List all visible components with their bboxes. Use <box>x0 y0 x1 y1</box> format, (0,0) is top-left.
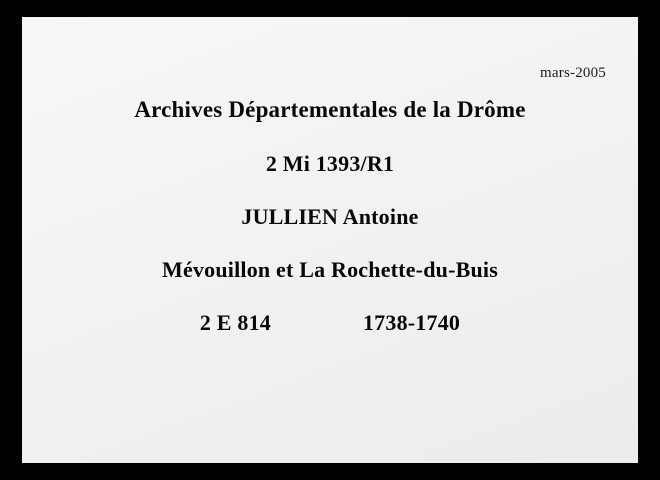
years-range: 1738-1740 <box>362 310 461 335</box>
archive-title: Archives Départementales de la Drôme <box>134 97 526 122</box>
card-surface <box>22 17 638 463</box>
archive-label-card <box>22 17 638 463</box>
cote-and-years-row <box>22 310 638 336</box>
date-stamp: mars-2005 <box>540 65 606 81</box>
cote-value: 2 E 814 <box>199 310 271 335</box>
microfilm-reference: 2 Mi 1393/R1 <box>265 151 395 176</box>
notary-name: JULLIEN Antoine <box>241 204 419 229</box>
label-text-block <box>22 97 638 336</box>
place-name: Mévouillon et La Rochette-du-Buis <box>162 257 498 282</box>
